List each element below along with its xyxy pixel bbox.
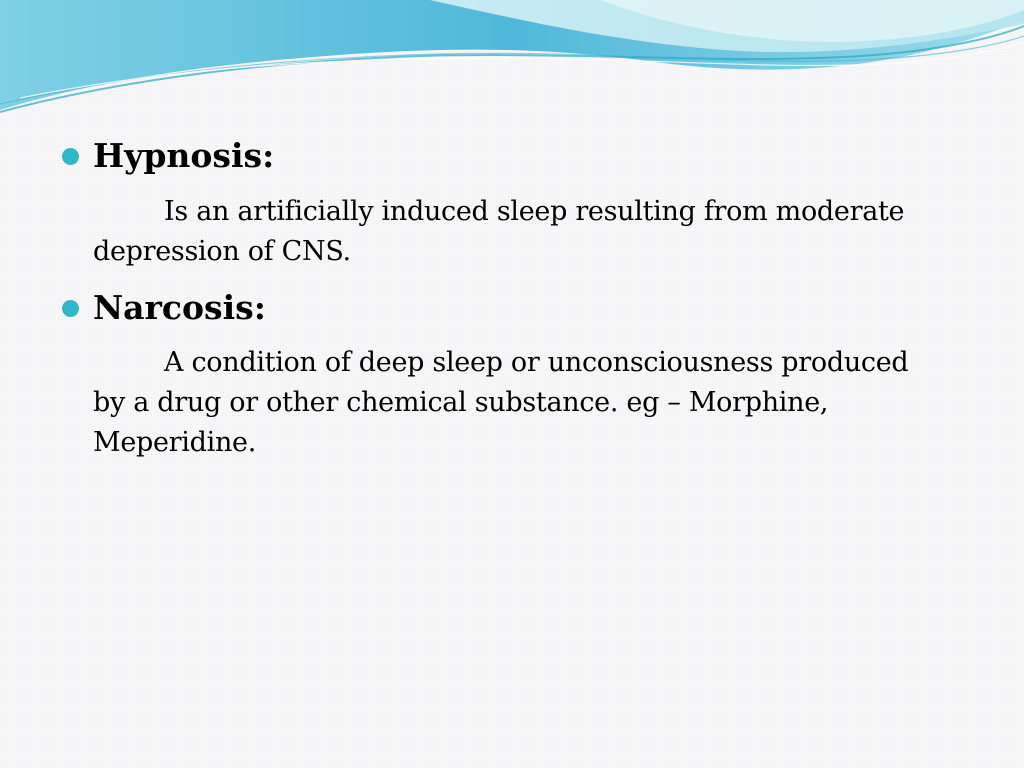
bullet-definition: A condition of deep sleep or unconsciousness produced by a drug or other chemical substance. eg – Morphine, Meperidine.	[93, 347, 909, 458]
bullet-definition: Is an artificially induced sleep resulting from moderate depression of CNS.	[93, 196, 905, 267]
bullet-dot-icon	[62, 300, 79, 317]
bullet-dot-icon	[62, 148, 79, 165]
bullet-heading: Hypnosis:	[93, 136, 275, 175]
bullet-heading: Narcosis:	[93, 288, 266, 327]
